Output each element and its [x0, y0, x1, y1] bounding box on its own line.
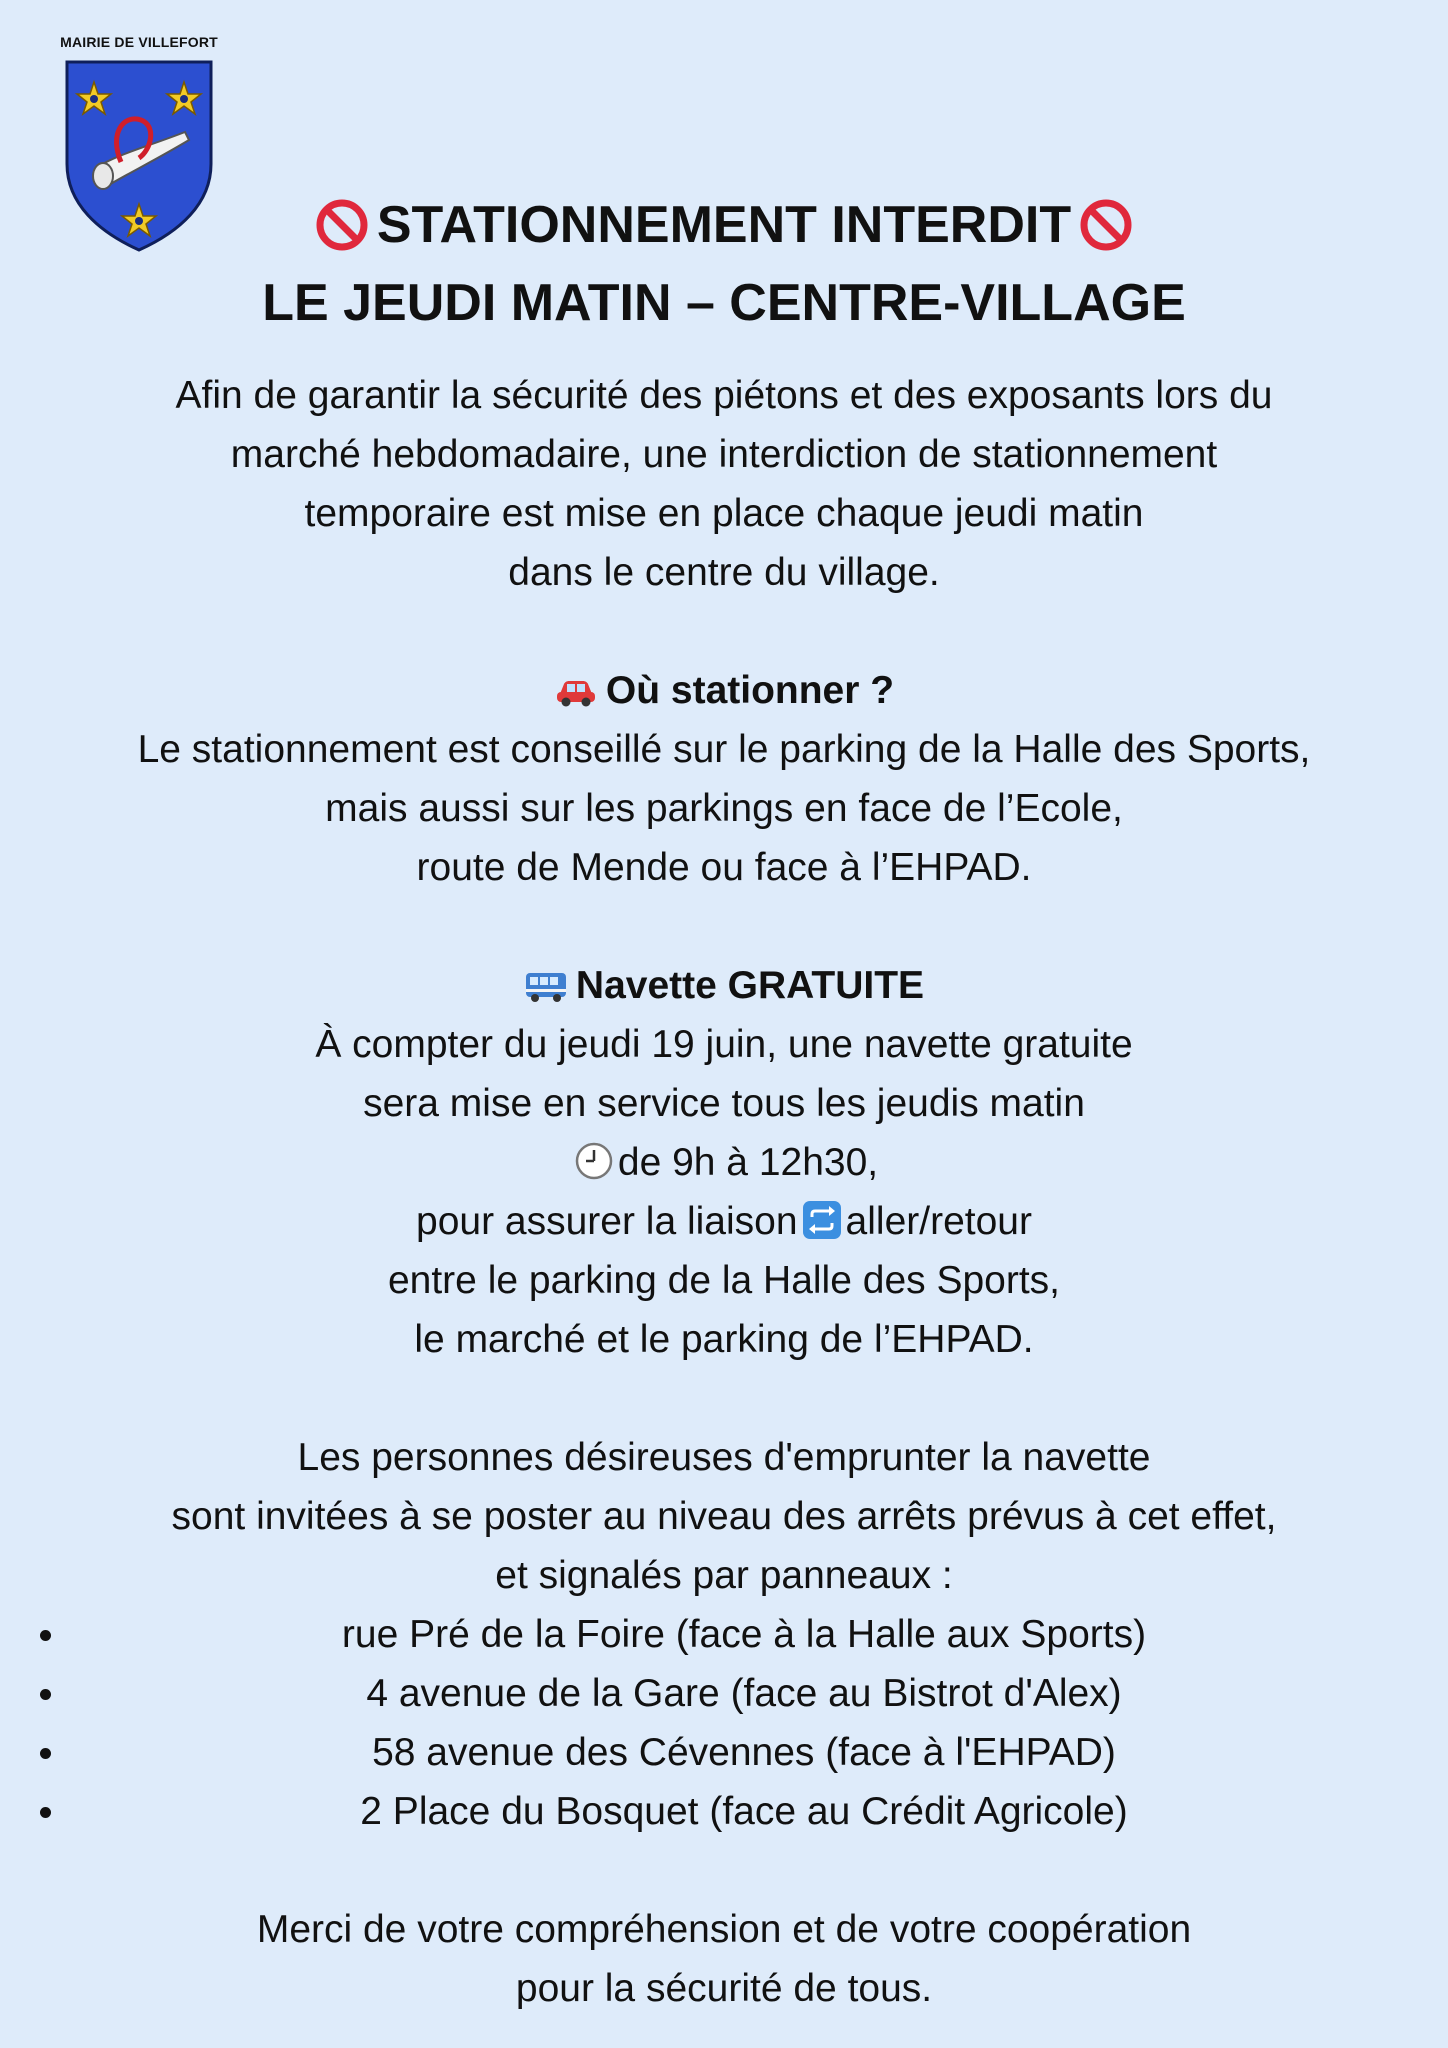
intro-line: marché hebdomadaire, une interdiction de stationnement [230, 433, 1218, 476]
list-item [0, 1723, 1448, 1782]
stop-item-text: 4 avenue de la Gare (face au Bistrot d'Alex) [366, 1672, 1122, 1715]
list-item [0, 1664, 1448, 1723]
bullet-icon [40, 1689, 51, 1700]
intro-line: dans le centre du village. [508, 551, 940, 594]
shuttle-route-text-b: aller/retour [845, 1200, 1032, 1243]
bullet-icon [40, 1807, 51, 1818]
shuttle-heading-text: Navette GRATUITE [575, 964, 925, 1007]
stops-line: sont invitées à se poster au niveau des arrêts prévus à cet effet, [171, 1495, 1277, 1538]
title-block [0, 186, 1448, 342]
shuttle-line-time [0, 1133, 1448, 1192]
stops-list [0, 1605, 1448, 1841]
stop-item-text: 58 avenue des Cévennes (face à l'EHPAD) [372, 1731, 1116, 1774]
stop-item-text: rue Pré de la Foire (face à la Halle aux Sports) [341, 1613, 1147, 1656]
stops-line: et signalés par panneaux : [495, 1554, 953, 1597]
closing-section [0, 1900, 1448, 2018]
parking-line: Le stationnement est conseillé sur le parking de la Halle des Sports, [137, 728, 1311, 771]
title-line-1 [0, 186, 1448, 264]
logo-caption: MAIRIE DE VILLEFORT [60, 34, 218, 50]
bus-icon [524, 969, 568, 1003]
stops-section [0, 1428, 1448, 1841]
list-item [0, 1605, 1448, 1664]
shuttle-line: entre le parking de la Halle des Sports, [387, 1259, 1061, 1302]
shuttle-line: le marché et le parking de l’EHPAD. [414, 1318, 1034, 1361]
list-item [0, 1782, 1448, 1841]
notice-body [0, 366, 1448, 2018]
intro-line: Afin de garantir la sécurité des piétons et des exposants lors du [175, 374, 1273, 417]
shuttle-time-text: de 9h à 12h30, [617, 1141, 879, 1184]
parking-heading-text: Où stationner ? [605, 669, 895, 712]
stop-item-text: 2 Place du Bosquet (face au Crédit Agricole) [360, 1790, 1128, 1833]
parking-heading [0, 661, 1448, 720]
intro-paragraph [0, 366, 1448, 602]
title-main: STATIONNEMENT INTERDIT [376, 196, 1072, 254]
parking-section [0, 661, 1448, 897]
bullet-icon [40, 1748, 51, 1759]
no-entry-icon [315, 198, 369, 252]
shuttle-line: À compter du jeudi 19 juin, une navette gratuite [315, 1023, 1133, 1066]
shuttle-line: sera mise en service tous les jeudis matin [363, 1082, 1085, 1125]
stops-line: Les personnes désireuses d'emprunter la navette [297, 1436, 1151, 1479]
repeat-arrows-icon [802, 1200, 842, 1240]
closing-line: pour la sécurité de tous. [515, 1967, 933, 2010]
clock-icon [574, 1141, 614, 1181]
shuttle-section [0, 956, 1448, 1369]
bullet-icon [40, 1630, 51, 1641]
intro-line: temporaire est mise en place chaque jeudi matin [304, 492, 1144, 535]
title-subtitle: LE JEUDI MATIN – CENTRE-VILLAGE [262, 274, 1186, 332]
shuttle-heading [0, 956, 1448, 1015]
shuttle-line-route [0, 1192, 1448, 1251]
no-entry-icon [1079, 198, 1133, 252]
parking-line: route de Mende ou face à l’EHPAD. [416, 846, 1032, 889]
shuttle-route-text-a: pour assurer la liaison [416, 1200, 798, 1243]
closing-line: Merci de votre compréhension et de votre coopération [256, 1908, 1192, 1951]
parking-line: mais aussi sur les parkings en face de l’Ecole, [325, 787, 1123, 830]
car-icon [554, 674, 598, 708]
